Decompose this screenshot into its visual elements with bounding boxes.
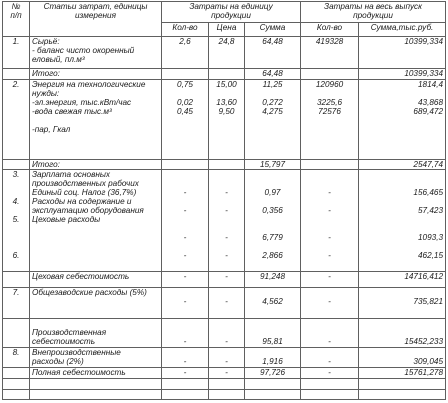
row-price: - <box>209 367 245 378</box>
row-total-rub: 15452,233 <box>359 318 446 347</box>
table-row <box>3 348 446 368</box>
row-qty-total: - <box>301 272 359 288</box>
row-qty <box>162 68 209 79</box>
row-price: 24,8 <box>209 37 245 68</box>
row-item-name: Итого: <box>30 68 162 79</box>
blank-cell <box>30 379 162 389</box>
header-total-output: Затраты на весь выпуск продукции <box>301 2 446 23</box>
row-item-name: Итого: <box>30 159 162 169</box>
row-qty: - <box>162 348 209 368</box>
row-sum: 91,248 <box>245 272 301 288</box>
row-qty: - <box>162 318 209 347</box>
header-price: Цена <box>209 22 245 37</box>
row-sum: 64,48 <box>245 68 301 79</box>
row-price: - <box>209 318 245 347</box>
blank-cell <box>245 389 301 399</box>
blank-cell <box>359 379 446 389</box>
row-sum: 64,48 <box>245 37 301 68</box>
row-price: - <box>209 287 245 318</box>
blank-cell <box>209 379 245 389</box>
row-total-rub: 15761,278 <box>359 367 446 378</box>
table-row <box>3 170 446 272</box>
row-sum: 1,916 <box>245 348 301 368</box>
header-qty-total: Кол-во <box>301 22 359 37</box>
row-qty: - <box>162 287 209 318</box>
blank-cell <box>301 389 359 399</box>
table-row <box>3 367 446 378</box>
row-num <box>3 272 30 288</box>
row-qty-total <box>301 159 359 169</box>
row-sum: 97,726 <box>245 367 301 378</box>
row-total-rub: 309,045 <box>359 348 446 368</box>
row-item-name: Цеховая себестоимость <box>30 272 162 288</box>
row-num: 2. <box>3 79 30 159</box>
blank-cell <box>30 389 162 399</box>
row-price <box>209 68 245 79</box>
row-qty-total: - <box>301 287 359 318</box>
table-row <box>3 272 446 288</box>
row-qty <box>162 159 209 169</box>
row-qty-total: - - - - <box>301 170 359 272</box>
row-qty-total: 419328 <box>301 37 359 68</box>
row-total-rub: 2547,74 <box>359 159 446 169</box>
row-qty: - <box>162 367 209 378</box>
row-qty-total: 120960 3225,6 72576 <box>301 79 359 159</box>
row-price <box>209 159 245 169</box>
row-item-name: Энергия на технологические нужды: -эл.энергия, тыс.кВт/час -вода свежая тыс.м³ -пар, Гкал <box>30 79 162 159</box>
header-sum: Сумма <box>245 22 301 37</box>
row-item-name: Зарплата основных производственных рабочих Единый соц. Налог (36,7%) Расходы на содержание и эксплуатацию оборудования Цеховые расходы <box>30 170 162 272</box>
row-qty-total <box>301 68 359 79</box>
table-row <box>3 287 446 318</box>
header-item-name: Статьи затрат, единицы измерения <box>30 2 162 37</box>
row-total-rub: 156,465 57,423 1093,3 462,15 <box>359 170 446 272</box>
row-item-name: Внепроизводственные расходы (2%) <box>30 348 162 368</box>
header-per-unit: Затраты на единицу продукции <box>162 2 301 23</box>
row-qty-total: - <box>301 367 359 378</box>
header-sum-rub: Сумма,тыс.руб. <box>359 22 446 37</box>
row-num <box>3 68 30 79</box>
row-qty: 2,6 <box>162 37 209 68</box>
row-total-rub: 14716,412 <box>359 272 446 288</box>
row-total-rub: 1814,4 43,868 689,472 <box>359 79 446 159</box>
row-num: 1. <box>3 37 30 68</box>
blank-cell <box>3 379 30 389</box>
row-num <box>3 367 30 378</box>
row-item-name: Общезаводские расходы (5%) <box>30 287 162 318</box>
blank-cell <box>3 389 30 399</box>
row-num: 3. 4. 5. 6. <box>3 170 30 272</box>
row-num <box>3 318 30 347</box>
row-total-rub: 10399,334 <box>359 37 446 68</box>
header-qty: Кол-во <box>162 22 209 37</box>
row-total-rub: 735,821 <box>359 287 446 318</box>
blank-cell <box>162 389 209 399</box>
row-total-rub: 10399,334 <box>359 68 446 79</box>
row-price: - <box>209 348 245 368</box>
row-num: 7. <box>3 287 30 318</box>
row-sum: 11,25 0,272 4,275 <box>245 79 301 159</box>
row-price: - <box>209 272 245 288</box>
row-num: 8. <box>3 348 30 368</box>
table-row <box>3 318 446 347</box>
blank-cell <box>359 389 446 399</box>
row-qty: - <box>162 272 209 288</box>
blank-cell <box>301 379 359 389</box>
table-row <box>3 159 446 169</box>
row-qty: 0,75 0,02 0,45 <box>162 79 209 159</box>
row-item-name: Сырьё: - баланс чисто окоренный еловый, пл.м³ <box>30 37 162 68</box>
row-qty-total: - <box>301 318 359 347</box>
row-sum: 95,81 <box>245 318 301 347</box>
row-sum: 4,562 <box>245 287 301 318</box>
row-qty: - - - - <box>162 170 209 272</box>
row-sum: 15,797 <box>245 159 301 169</box>
cost-table <box>2 1 446 400</box>
row-num <box>3 159 30 169</box>
blank-row <box>3 389 446 399</box>
blank-row <box>3 379 446 389</box>
row-item-name: Полная себестоимость <box>30 367 162 378</box>
header-row <box>3 2 446 23</box>
row-price: - - - - <box>209 170 245 272</box>
header-num: № п/п <box>3 2 30 37</box>
blank-cell <box>209 389 245 399</box>
table-row <box>3 79 446 159</box>
row-sum: 0,97 0,356 6,779 2,866 <box>245 170 301 272</box>
table-row <box>3 68 446 79</box>
blank-cell <box>245 379 301 389</box>
row-item-name: Производственная себестоимость <box>30 318 162 347</box>
row-qty-total: - <box>301 348 359 368</box>
table-row <box>3 37 446 68</box>
row-price: 15,00 13,60 9,50 <box>209 79 245 159</box>
blank-cell <box>162 379 209 389</box>
